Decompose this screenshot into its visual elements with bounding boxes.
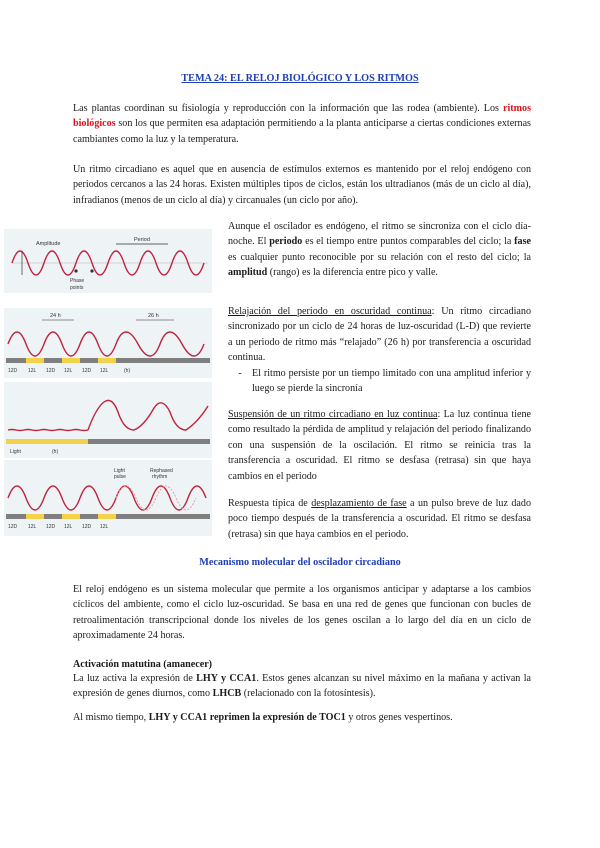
bullet-item: - El ritmo persiste por un tiempo limitado con una amplitud inferior y luego se pierde la sincronía (238, 367, 531, 395)
light-bar (62, 514, 80, 519)
figure-period-relaxation (4, 308, 212, 378)
dark-bar (88, 439, 210, 444)
rhythm-wave (8, 332, 204, 356)
figure-continuous-light (4, 382, 212, 458)
hours-label: (h) (124, 368, 131, 374)
phase-label: Phase (70, 278, 85, 284)
section-continuous-light: Suspensión de un ritmo circadiano en luz continua: La luz continua tiene como resultado la pérdida de amplitud y relajación del periodo finalizando con una suspensión de la oscilación. El ritmo se reinicia tras la transferencia a oscuridad. El ritmo se desfasa (retrasa) sin que haya cambios en el periodo (228, 409, 532, 482)
light-label: Light (10, 449, 21, 455)
light-bar (98, 358, 116, 363)
light-bar (62, 358, 80, 363)
label-24h: 24 h (50, 313, 61, 319)
rephased-label: Rephased (150, 468, 173, 474)
light-bar (26, 514, 44, 519)
phase-point (74, 269, 77, 272)
figure-phase-shift (4, 460, 212, 536)
tick-label: 12D (46, 524, 56, 530)
term-fase: fase (514, 236, 531, 248)
dark-bar (116, 514, 210, 519)
suspended-wave (8, 430, 88, 431)
gene-term: LHCB (212, 688, 242, 700)
section-heading: Relajación del periodo en oscuridad continua (228, 306, 432, 317)
light-bar (26, 358, 44, 363)
light-bar (98, 514, 116, 519)
figure-period-phase-amplitude (4, 229, 212, 293)
section-period-relaxation: Relajación del periodo en oscuridad continua: Un ritmo circadiano sincronizado por un ciclo de 24 horas de luz-oscuridad (L-D) que revierte a un periodo de ritmo más “relajado” (26 h) por transferencia a oscuridad continua. - El ritmo persiste por un tiempo limitado con una amplitud inferior y luego se pierde la sincronía (228, 304, 531, 396)
rhythm-wave (88, 400, 208, 430)
gene-term: LHY y CCA1 reprimen la expresión de TOC1 (148, 712, 346, 723)
section-heading: desplazamiento de fase (311, 498, 407, 509)
activation-paragraph: La luz activa la expresión de LHY y CCA1. Estos genes alcanzan su nivel máximo en la mañana y activan la expresión de genes diurnos, como LHCB (relacionado con la fotosíntesis). (73, 673, 531, 700)
intro-paragraph-2: Un ritmo circadiano es aquel que en ausencia de estímulos externos es mantenido por el reloj endógeno con periodos cercanos a las 24 horas. Existen múltiples tipos de ciclos, están los ultradianos (más de un ciclo al día), infradianos (menos de un ciclo al día) y circanuales (un ciclo por año). (73, 164, 531, 206)
section-subheading: Mecanismo molecular del oscilador circadiano (199, 557, 401, 568)
hours-label: (h) (52, 449, 59, 455)
highlight-term: ritmos biológicos (73, 103, 531, 130)
activation-heading: Activación matutina (amanecer) (73, 659, 213, 670)
tick-label: 12D (46, 368, 56, 374)
tick-label: 12L (100, 524, 109, 530)
tick-label: 12L (28, 368, 37, 374)
gene-term: LHY y CCA1 (196, 673, 257, 684)
rhythm-wave (8, 486, 206, 510)
amplitude-label: Amplitude (36, 241, 61, 247)
light-bar (6, 439, 88, 444)
repression-paragraph: Al mismo tiempo, LHY y CCA1 reprimen la expresión de TOC1 y otros genes vespertinos. (73, 712, 453, 723)
intro-text: son los que permiten esa adaptación permitiendo a la planta anticiparse a ciertas condiciones externas cambiantes como la luz y la temperatura. (73, 118, 531, 145)
tick-label: 12D (8, 368, 18, 374)
tick-label: 12D (82, 524, 92, 530)
period-label: Period (134, 237, 150, 243)
phase-point (90, 269, 93, 272)
pulse-label: pulse (114, 474, 126, 480)
tick-label: 12L (64, 524, 73, 530)
light-label: Light (114, 468, 125, 474)
section-heading: Suspensión de un ritmo circadiano en luz continua (228, 409, 438, 420)
term-periodo: periodo (269, 236, 303, 248)
section-phase-shift: Respuesta típica de desplazamiento de fase a un pulso breve de luz dado poco tiempo después de la transferencia a oscuridad. El ritmo se desfasa (retrasa) sin que haya cambios en el periodo. (228, 498, 532, 540)
tick-label: 12D (8, 524, 18, 530)
dark-bar (126, 358, 210, 363)
section-oscillator: Aunque el oscilador es endógeno, el ritmo se sincroniza con el ciclo día-noche. El periodo es el tiempo entre puntos comparables del ciclo; la fase es cualquier punto reconocible por su relación con el resto del ciclo; la amplitud (rango) es la diferencia entre pico y valle. (228, 221, 531, 279)
tick-label: 12L (100, 368, 109, 374)
intro-text: Las plantas coordinan su fisiología y reproducción con la información que las rodea (ambiente). Los (73, 103, 503, 114)
tick-label: 12L (64, 368, 73, 374)
points-label: points (70, 285, 84, 291)
intro-paragraph-1 (73, 101, 531, 147)
page-title: TEMA 24: EL RELOJ BIOLÓGICO Y LOS RITMOS (181, 73, 419, 84)
rhythm-label: rhythm (152, 474, 168, 480)
tick-label: 12L (28, 524, 37, 530)
term-amplitud: amplitud (228, 267, 268, 279)
tick-label: 12D (82, 368, 92, 374)
label-26h: 26 h (148, 313, 159, 319)
mechanism-paragraph: El reloj endógeno es un sistema molecular que permite a los organismos anticipar y adaptarse a los cambios cíclicos del ambiente, como el ciclo luz-oscuridad. Se basa en una red de genes que funcionan con bucles de retroalimentación transcripcional donde los niveles de los genes oscilan a lo largo del día en un ciclo de aproximadamente 24 horas. (73, 584, 531, 642)
